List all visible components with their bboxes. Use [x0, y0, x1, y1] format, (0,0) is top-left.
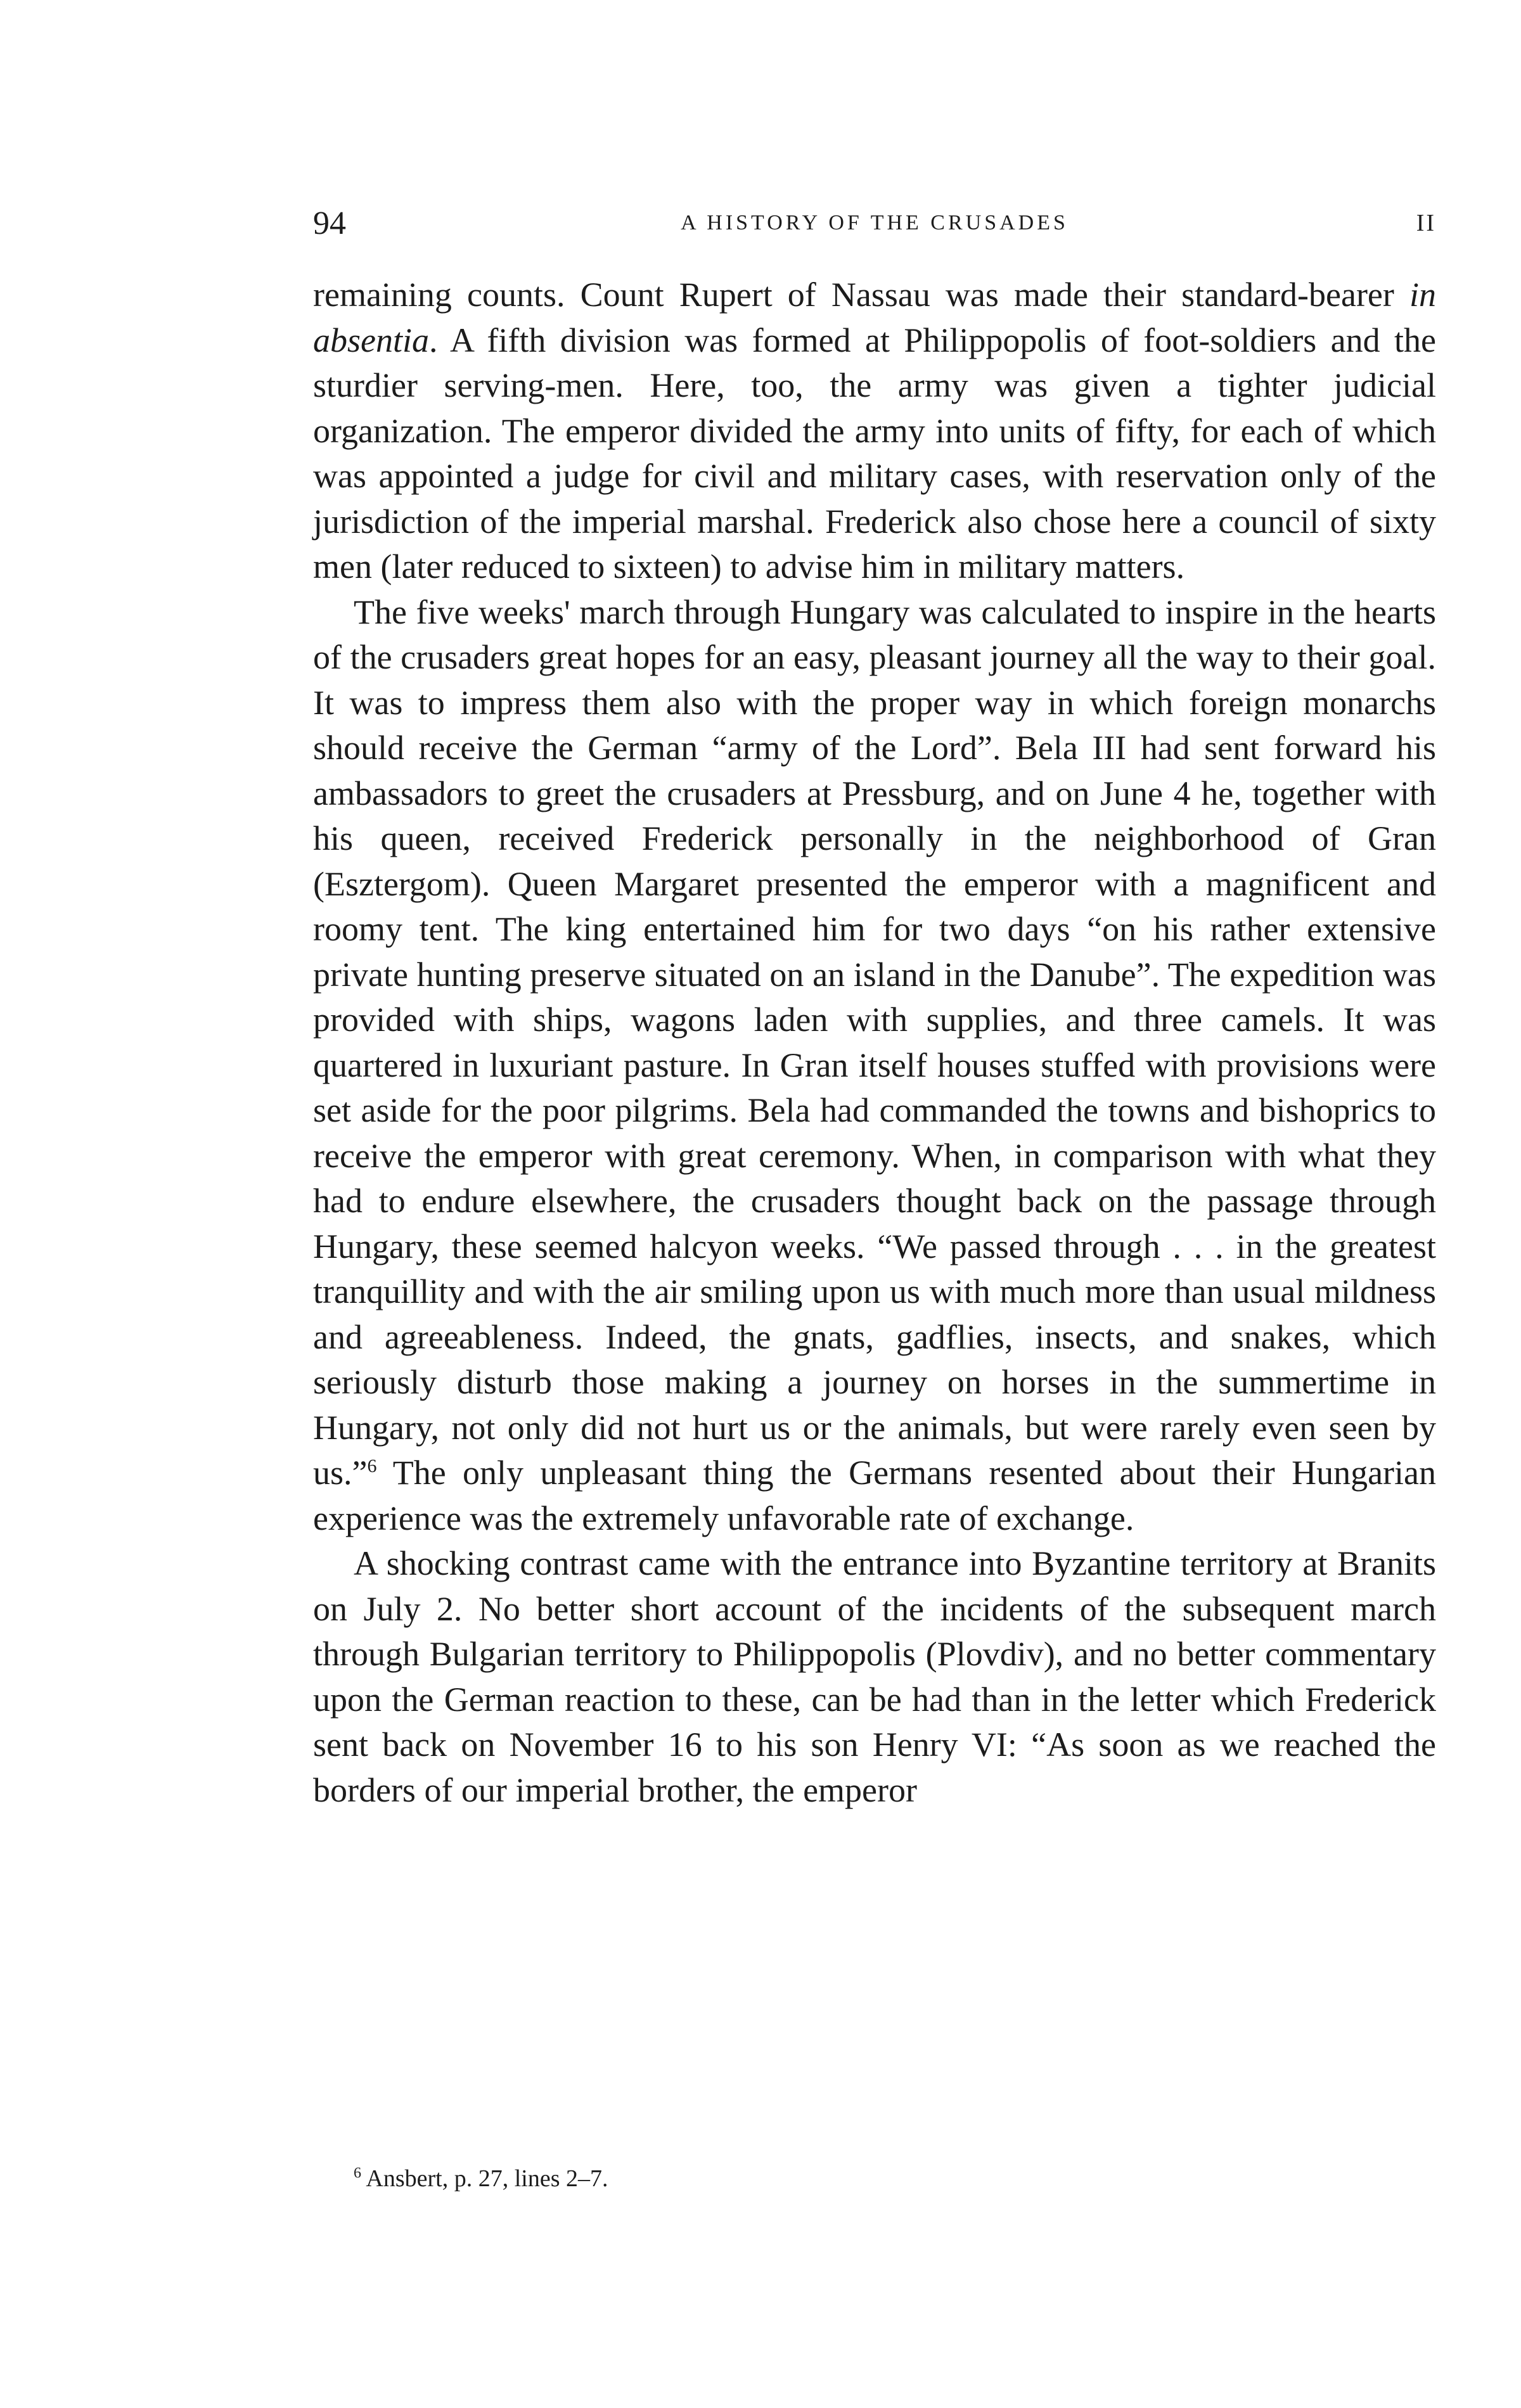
paragraph-1	[313, 272, 1436, 590]
footnote	[354, 2161, 608, 2196]
italic-phrase: in absentia	[313, 276, 1436, 359]
page-header	[313, 202, 1436, 246]
paragraph-1-text-a: remaining counts. Count Rupert of Nassau was made their standard-bearer	[313, 276, 1409, 314]
volume-number: II	[1416, 210, 1436, 236]
paragraph-2-text-a: The five weeks' march through Hungary was calculated to inspire in the hearts of the crusaders great hopes for an easy, pleasant journey all the way to their goal. It was to impress them also with the proper way in which foreign monarchs should receive the German “army of the Lord”. Bela III had sent forward his ambassadors to greet the crusaders at Pressburg, and on June 4 he, together with his queen, received Frederick personally in the neighborhood of Gran (Esztergom). Queen Margaret presented the emperor with a magnificent and roomy tent. The king entertained him for two days “on his rather extensive private hunting preserve situated on an island in the Danube”. The expedition was provided with ships, wagons laden with supplies, and three camels. It was quartered in luxuriant pasture. In Gran itself houses stuffed with provisions were set aside for the poor pilgrims. Bela had commanded the towns and bishoprics to receive the emperor with great ceremony. When, in comparison with what they had to endure elsewhere, the crusaders thought back on the passage through Hungary, these seemed halcyon weeks. “We passed through . . . in the greatest tranquillity and with the air smiling upon us with much more than usual mildness and agreeableness. Indeed, the gnats, gadflies, insects, and snakes, which seriously disturb those making a journey on horses in the summertime in Hungary, not only did not hurt us or the animals, but were rarely even seen by us.”	[313, 592, 1436, 1492]
paragraph-1-text-b: . A fifth division was formed at Philippopolis of foot-soldiers and the sturdier serving-men. Here, too, the army was given a tighter judicial organization. The emperor divided the army into units of fifty, for each of which was appointed a judge for civil and military cases, with reservation only of the jurisdiction of the imperial marshal. Frederick also chose here a council of sixty men (later reduced to sixteen) to advise him in military matters.	[313, 321, 1436, 586]
footnote-number: 6	[354, 2165, 361, 2182]
footnote-text: Ansbert, p. 27, lines 2–7.	[366, 2165, 608, 2192]
paragraph-2	[313, 590, 1436, 1542]
body-text	[313, 272, 1436, 1813]
page-number: 94	[313, 205, 346, 241]
footnote-reference: 6	[367, 1456, 377, 1476]
running-title: A HISTORY OF THE CRUSADES	[681, 211, 1069, 234]
paragraph-3: A shocking contrast came with the entrance into Byzantine territory at Branits on July 2. No better short account of the incidents of the subsequent march through Bulgarian territory to Philippopolis (Plovdiv), and no better commentary upon the German reaction to these, can be had than in the letter which Frederick sent back on November 16 to his son Henry VI: “As soon as we reached the borders of our imperial brother, the emperor	[313, 1544, 1436, 1809]
paragraph-2-text-b: The only unpleasant thing the Germans resented about their Hungarian experience was the extremely unfavorable rate of exchange.	[313, 1454, 1436, 1537]
